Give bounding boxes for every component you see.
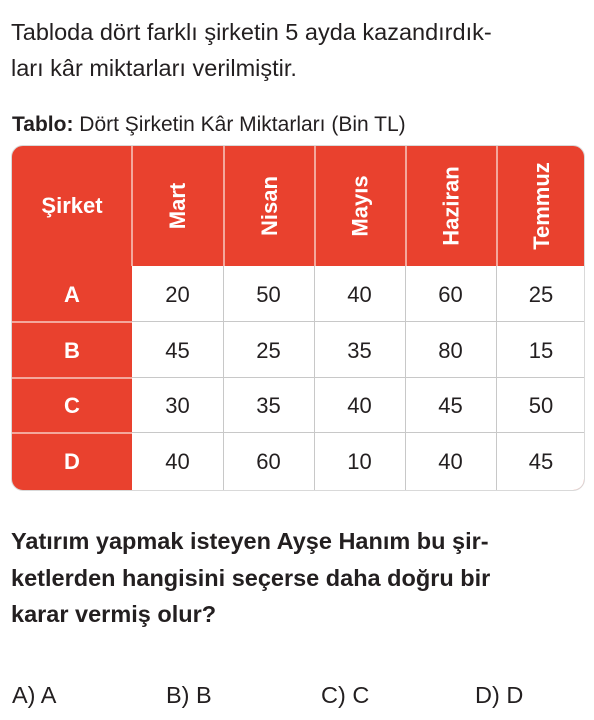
caption-text: Dört Şirketin Kâr Miktarları (Bin TL) — [73, 113, 406, 136]
corner-header: Şirket — [41, 193, 103, 218]
table-cell: 40 — [347, 282, 372, 307]
table-body — [132, 266, 585, 491]
table-cell: 60 — [438, 282, 463, 307]
table-caption — [12, 113, 406, 137]
intro-line-2: ları kâr miktarları verilmiştir. — [11, 55, 297, 81]
table-cell: 40 — [347, 393, 372, 418]
column-label: Mayıs — [347, 175, 373, 237]
row-header-d: D — [64, 449, 80, 474]
table-cell: 60 — [256, 449, 281, 474]
header-divider — [131, 146, 133, 266]
table-cell: 40 — [165, 449, 190, 474]
question-text — [11, 523, 591, 633]
header-divider — [496, 146, 498, 266]
row-header-b: B — [64, 338, 80, 363]
table-cell: 10 — [347, 449, 372, 474]
table-cell: 20 — [165, 282, 190, 307]
question-line-1: Yatırım yapmak isteyen Ayşe Hanım bu şir- — [11, 528, 489, 554]
table-cell: 25 — [256, 338, 281, 363]
table-cell: 15 — [528, 338, 554, 363]
column-header-mayis — [315, 146, 406, 266]
column-label: Haziran — [438, 166, 464, 246]
row-header-c: C — [64, 393, 80, 418]
table-cell: 50 — [528, 393, 554, 418]
table-cell: 50 — [256, 282, 281, 307]
table-cell: 45 — [438, 393, 463, 418]
column-header-temmuz — [497, 146, 585, 266]
question-line-3: karar vermiş olur? — [11, 601, 217, 627]
column-label: Mart — [164, 182, 190, 230]
table-cell: 35 — [256, 393, 281, 418]
column-label: Temmuz — [528, 162, 554, 250]
table-cell: 40 — [438, 449, 463, 474]
table-cell: 80 — [438, 338, 463, 363]
header-divider — [223, 146, 225, 266]
option-a[interactable]: A) A — [12, 682, 57, 708]
column-label: Nisan — [256, 176, 282, 236]
intro-line-1: Tabloda dört farklı şirketin 5 ayda kazandırdık- — [11, 19, 492, 45]
question-line-2: ketlerden hangisini seçerse daha doğru bir — [11, 564, 491, 591]
column-header-mart — [132, 146, 224, 266]
table-cell: 35 — [347, 338, 372, 363]
row-header-a: A — [64, 282, 80, 307]
caption-label: Tablo: — [12, 113, 74, 136]
table-cell: 45 — [528, 449, 554, 474]
option-c[interactable]: C) C — [321, 682, 370, 708]
column-header-nisan — [224, 146, 315, 266]
header-divider — [405, 146, 407, 266]
column-header-haziran — [406, 146, 497, 266]
option-d[interactable]: D) D — [475, 682, 524, 708]
row-header-divider — [12, 377, 132, 379]
table-cell: 25 — [528, 282, 554, 307]
table-cell: 45 — [165, 338, 190, 363]
row-header-divider — [12, 321, 132, 323]
intro-text — [11, 14, 586, 86]
table-cell: 30 — [165, 393, 190, 418]
option-b[interactable]: B) B — [166, 682, 212, 708]
header-divider — [314, 146, 316, 266]
row-header-divider — [12, 432, 132, 434]
profit-table — [11, 145, 585, 491]
